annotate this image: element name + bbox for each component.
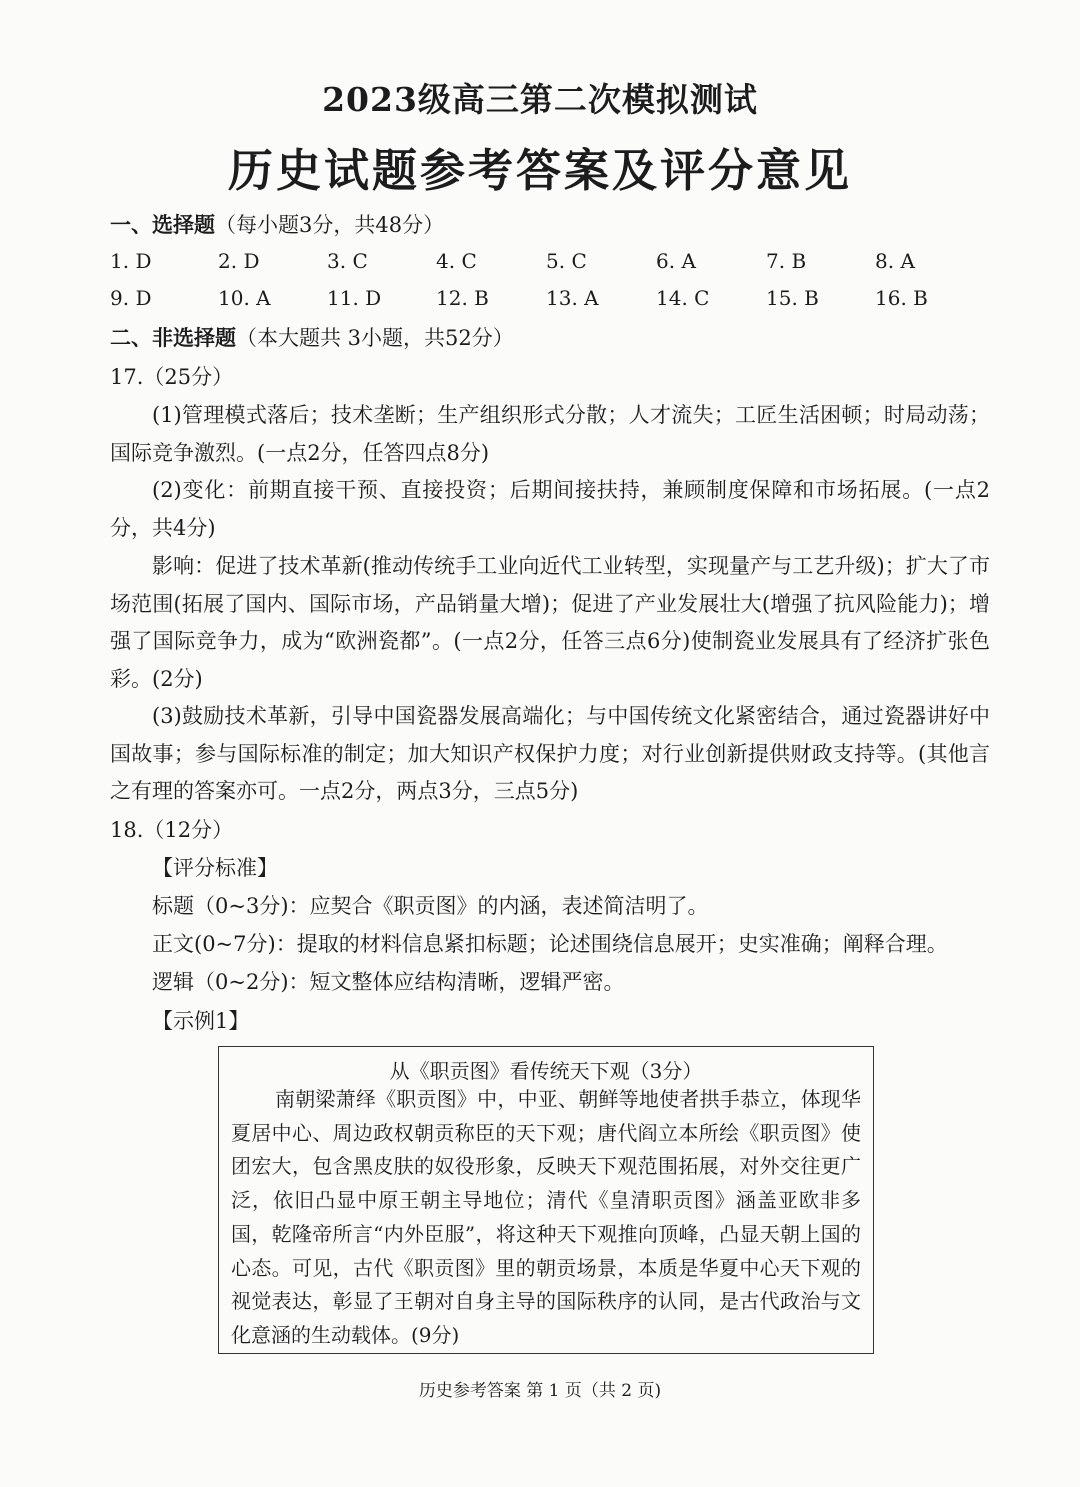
question-17-label: 17.（25分） [110,365,234,389]
example-essay-box [218,1046,874,1354]
answer-item: 5. C [546,249,587,273]
example-essay-body: 南朝梁萧绎《职贡图》中，中亚、朝鲜等地使者拱手恭立，体现华夏居中心、周边政权朝贡称臣的天下观；唐代阎立本所绘《职贡图》使团宏大，包含黑皮肤的奴役形象，反映天下观范围拓展，对外交往更广泛，依旧凸显中原王朝主导地位；清代《皇清职贡图》涵盖亚欧非多国，乾隆帝所言“内外臣服”，将这种天下观推向顶峰，凸显天朝上国的心态。可见，古代《职贡图》里的朝贡场景，本质是华夏中心天下观的视觉表达，彰显了王朝对自身主导的国际秩序的认同，是古代政治与文化意涵的生动载体。(9分) [231,1087,861,1347]
answer-item: 14. C [656,286,710,310]
answer-item: 4. C [436,249,477,273]
criteria-body: 正文(0~7分)：提取的材料信息紧扣标题；论述围绕信息展开；史实准确；阐释合理。 [152,932,948,956]
section-one-title: 一、选择题 [110,212,215,237]
answer-row-2 [110,286,990,316]
answer-item: 3. C [327,249,368,273]
answer-item: 7. B [766,249,807,273]
example-essay-title: 从《职贡图》看传统天下观（3分） [389,1059,703,1083]
q17-part1-answer: (1)管理模式落后；技术垄断；生产组织形式分散；人才流失；工匠生活困顿；时局动荡；国际竞争激烈。(一点2分，任答四点8分) [110,403,990,465]
q17-impact-answer: 影响：促进了技术革新(推动传统手工业向近代工业转型，实现量产与工艺升级)；扩大了市场范围(拓展了国内、国际市场，产品销量大增)；促进了产业发展壮大(增强了抗风险能力)；增强了国际竞争力，成为“欧洲瓷都”。(一点2分，任答三点6分)使制瓷业发展具有了经济扩张色彩。(2分) [110,554,990,691]
question-18-label: 18.（12分） [110,818,234,842]
answer-item: 12. B [436,286,489,310]
answer-item: 10. A [218,286,271,310]
answer-item: 6. A [656,249,696,273]
answer-item: 8. A [875,249,915,273]
document-subtitle: 历史试题参考答案及评分意见 [227,144,852,197]
answer-row-1 [110,249,990,279]
answer-item: 1. D [110,249,152,273]
criteria-heading: 【评分标准】 [152,856,278,880]
page-footer: 历史参考答案 第 1 页（共 2 页) [418,1381,662,1401]
criteria-title: 标题（0~3分)：应契合《职贡图》的内涵，表述简洁明了。 [152,894,709,918]
answer-item: 2. D [218,249,260,273]
q17-part2-answer: (2)变化：前期直接干预、直接投资；后期间接扶持，兼顾制度保障和市场拓展。(一点2分，共4分) [110,478,990,540]
section-two-note: （本大题共 3小题，共52分） [236,326,514,350]
answer-item: 16. B [875,286,928,310]
criteria-logic: 逻辑（0~2分)：短文整体应结构清晰，逻辑严密。 [152,970,625,994]
section-two-title: 二、非选择题 [110,325,236,350]
answer-item: 13. A [546,286,599,310]
answer-item: 15. B [766,286,819,310]
q17-part3-answer: (3)鼓励技术革新，引导中国瓷器发展高端化；与中国传统文化紧密结合，通过瓷器讲好中国故事；参与国际标准的制定；加大知识产权保护力度；对行业创新提供财政支持等。(其他言之有理的答案亦可。一点2分，两点3分，三点5分) [110,704,990,804]
answer-item: 11. D [327,286,382,310]
section-one-heading [110,210,990,240]
section-one-note: （每小题3分，共48分） [215,213,445,237]
section-two-heading [110,323,990,353]
exam-title: 2023级高三第二次模拟测试 [322,80,758,119]
answer-item: 9. D [110,286,152,310]
example-heading: 【示例1】 [152,1009,250,1033]
